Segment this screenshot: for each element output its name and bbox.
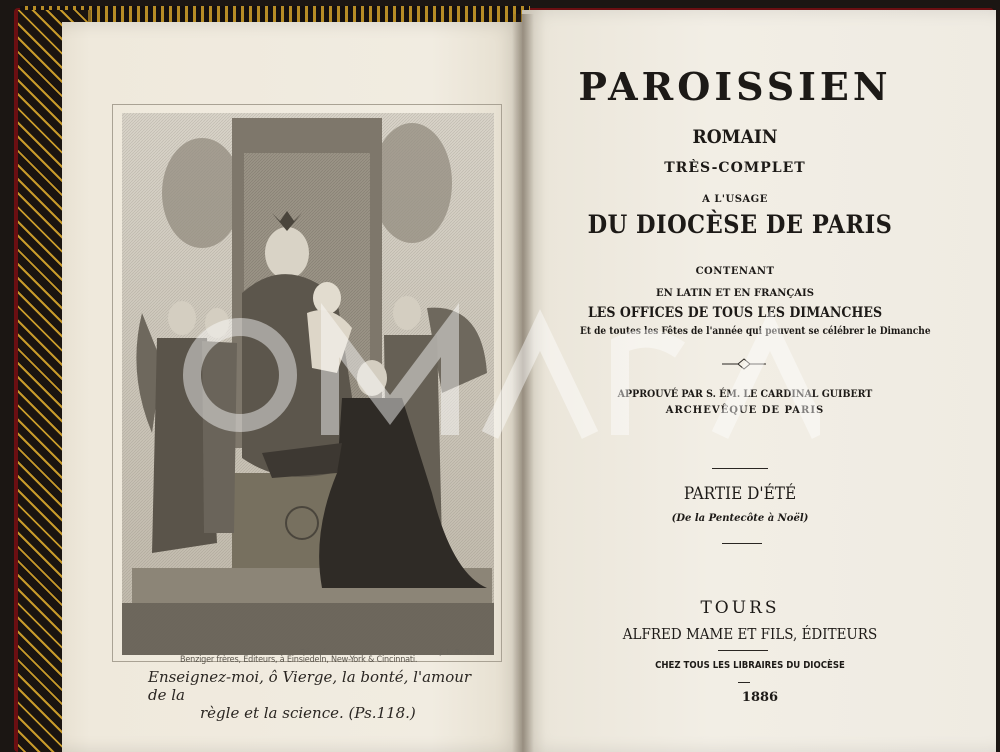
- languages-line: EN LATIN ET EN FRANÇAIS: [656, 288, 814, 299]
- caption-line-2: règle et la science. (Ps.118.): [200, 704, 416, 722]
- rule-top: [712, 468, 768, 469]
- rule-publisher: [718, 650, 768, 651]
- gilt-top-edge: [20, 6, 530, 22]
- plate-credit-deposited: Déposé: [300, 648, 327, 656]
- offices-line: LES OFFICES DE TOUS LES DIMANCHES: [587, 305, 883, 321]
- plate-caption: [148, 668, 488, 722]
- fetes-line: Et de toutes les Fêtes de l'année qui peuvent se célébrer le Dimanche: [580, 326, 931, 337]
- partie-heading: PARTIE D'ÉTÉ: [683, 484, 797, 504]
- diocese-heading: DU DIOCÈSE DE PARIS: [587, 210, 893, 239]
- book-subtitle: ROMAIN: [692, 126, 778, 148]
- book-title: PAROISSIEN: [578, 64, 892, 109]
- approval-line: APPROUVÉ PAR S. ÉM. LE CARDINAL GUIBERT: [617, 388, 873, 400]
- pentecote-note: (De la Pentecôte à Noël): [671, 513, 809, 524]
- rule-bottom: [722, 543, 762, 544]
- city: TOURS: [700, 598, 780, 618]
- publisher: ALFRED MAME ET FILS, ÉDITEURS: [622, 625, 878, 643]
- plate-credit-engraver: J. L. Raab sc.: [440, 648, 485, 656]
- rule-year: [738, 682, 750, 683]
- tres-complet: TRÈS-COMPLET: [664, 160, 806, 176]
- plate-credit-publisher: Benziger frères, Editeurs, à Einsiedeln, New-York & Cincinnati.: [180, 655, 418, 665]
- watermark-logo: [180, 300, 820, 450]
- caption-line-1: Enseignez-moi, ô Vierge, la bonté, l'amour de la: [148, 668, 472, 704]
- publication-year: 1886: [741, 690, 779, 705]
- a-lusage: A L'USAGE: [702, 194, 768, 205]
- archbishop-line: ARCHEVÊQUE DE PARIS: [665, 405, 825, 416]
- contenant: CONTENANT: [695, 266, 775, 277]
- booksellers-line: CHEZ TOUS LES LIBRAIRES DU DIOCÈSE: [655, 660, 845, 671]
